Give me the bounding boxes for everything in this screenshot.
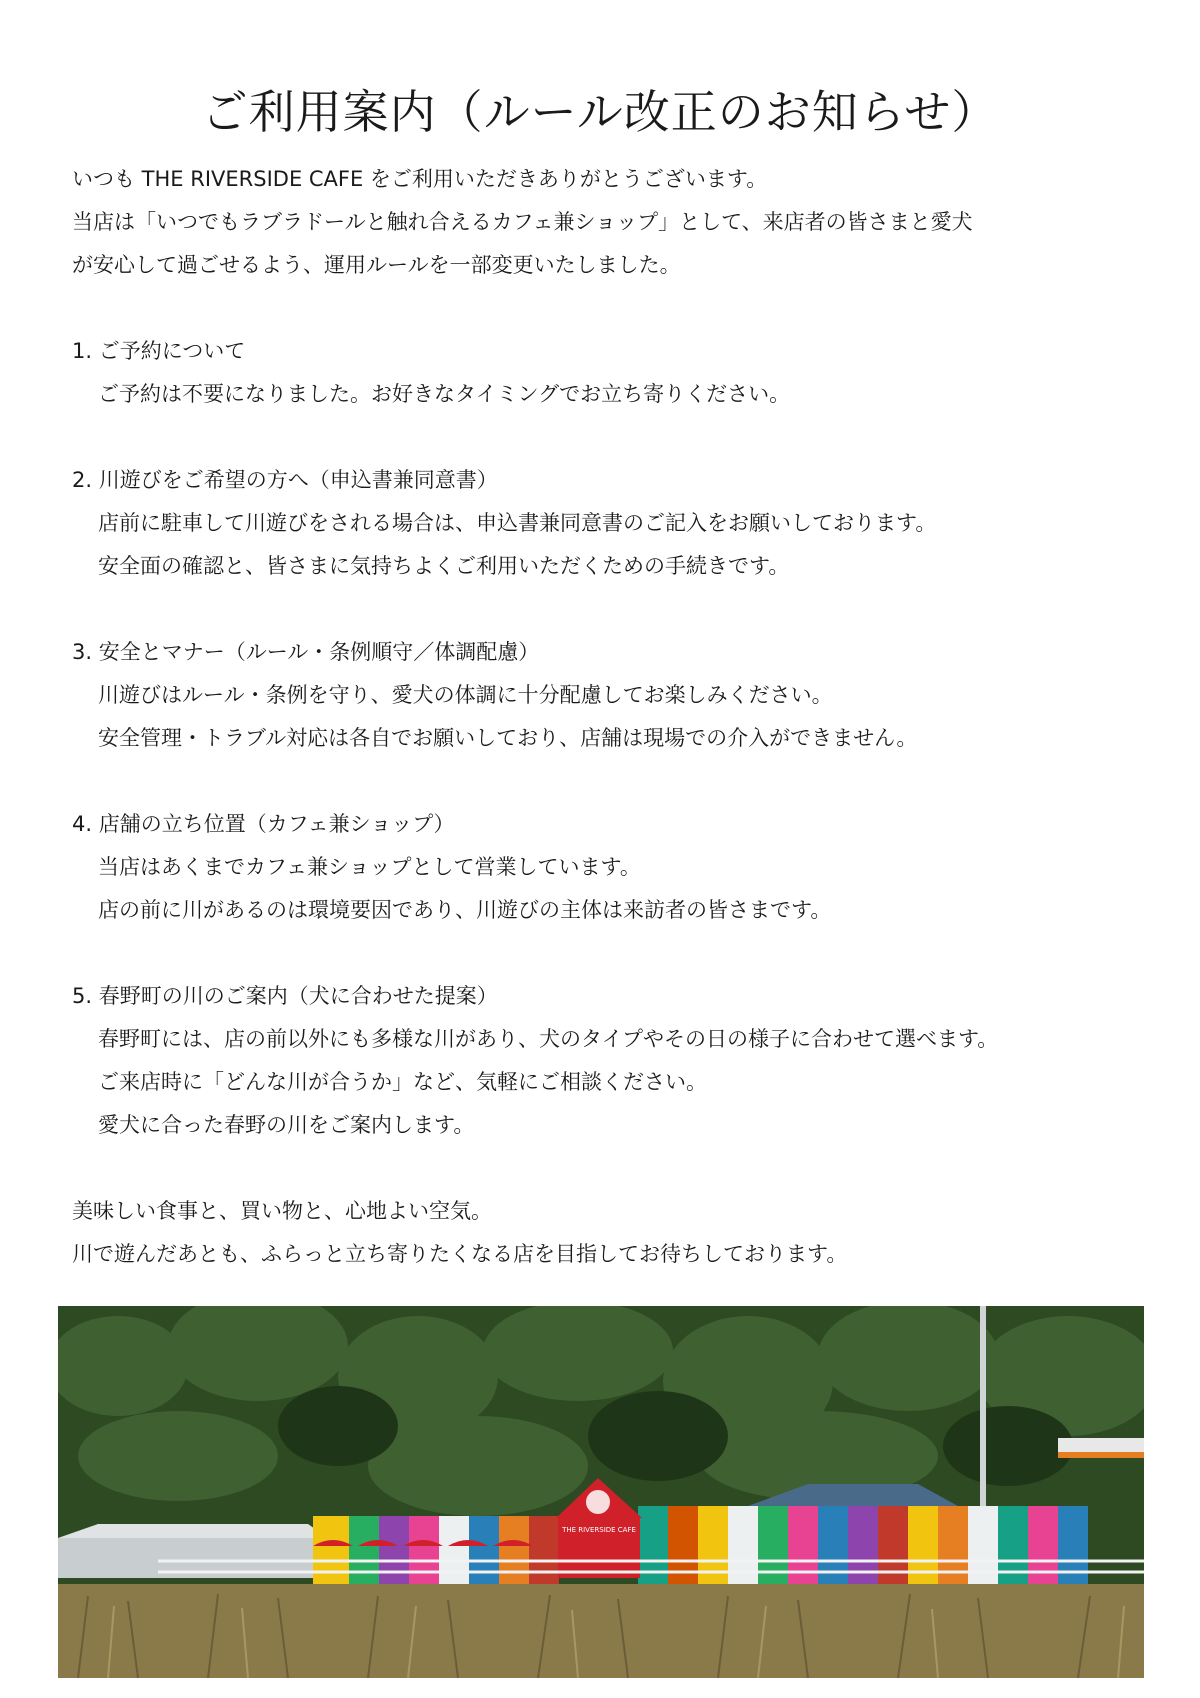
section-line: 安全管理・トラブル対応は各自でお願いしており、店舗は現場での介入ができません。 [98, 726, 918, 750]
grass [58, 1584, 1144, 1678]
section-line: 店前に駐車して川遊びをされる場合は、申込書兼同意書のご記入をお願いしております。 [98, 511, 937, 535]
notice-body [72, 158, 1152, 1276]
intro-line: が安心して過ごせるよう、運用ルールを一部変更いたしました。 [72, 253, 681, 277]
section-heading: 3. 安全とマナー（ルール・条例順守／体調配慮） [72, 640, 540, 664]
section-line: ご来店時に「どんな川が合うか」など、気軽にご相談ください。 [98, 1070, 707, 1094]
cafe-sign-text: THE RIVERSIDE CAFE [562, 1526, 636, 1534]
section-line: 店の前に川があるのは環境要因であり、川遊びの主体は来訪者の皆さまです。 [98, 898, 832, 922]
section-line: 川遊びはルール・条例を守り、愛犬の体調に十分配慮してお楽しみください。 [98, 683, 833, 707]
intro-line: 当店は「いつでもラブラドールと触れ合えるカフェ兼ショップ」として、来店者の皆さまと愛犬 [72, 210, 973, 234]
section-line: ご予約は不要になりました。お好きなタイミングでお立ち寄りください。 [98, 382, 791, 406]
closing-line: 川で遊んだあとも、ふらっと立ち寄りたくなる店を目指してお待ちしております。 [72, 1242, 848, 1266]
section-line: 安全面の確認と、皆さまに気持ちよくご利用いただくための手続きです。 [98, 554, 790, 578]
section-line: 当店はあくまでカフェ兼ショップとして営業しています。 [98, 855, 641, 879]
section-line: 愛犬に合った春野の川をご案内します。 [98, 1113, 475, 1137]
closing-line: 美味しい食事と、買い物と、心地よい空気。 [72, 1199, 492, 1223]
cafe-photo [58, 1306, 1144, 1678]
section-line: 春野町には、店の前以外にも多様な川があり、犬のタイプやその日の様子に合わせて選べます。 [98, 1027, 999, 1051]
section-heading: 1. ご予約について [72, 339, 246, 363]
section-heading: 4. 店舗の立ち位置（カフェ兼ショップ） [72, 812, 455, 836]
section-heading: 2. 川遊びをご希望の方へ（申込書兼同意書） [72, 468, 498, 492]
section-heading: 5. 春野町の川のご案内（犬に合わせた提案） [72, 984, 498, 1008]
page-title: ご利用案内（ルール改正のお知らせ） [201, 85, 999, 139]
intro-line: いつも THE RIVERSIDE CAFE をご利用いただきありがとうございます。 [72, 167, 768, 191]
